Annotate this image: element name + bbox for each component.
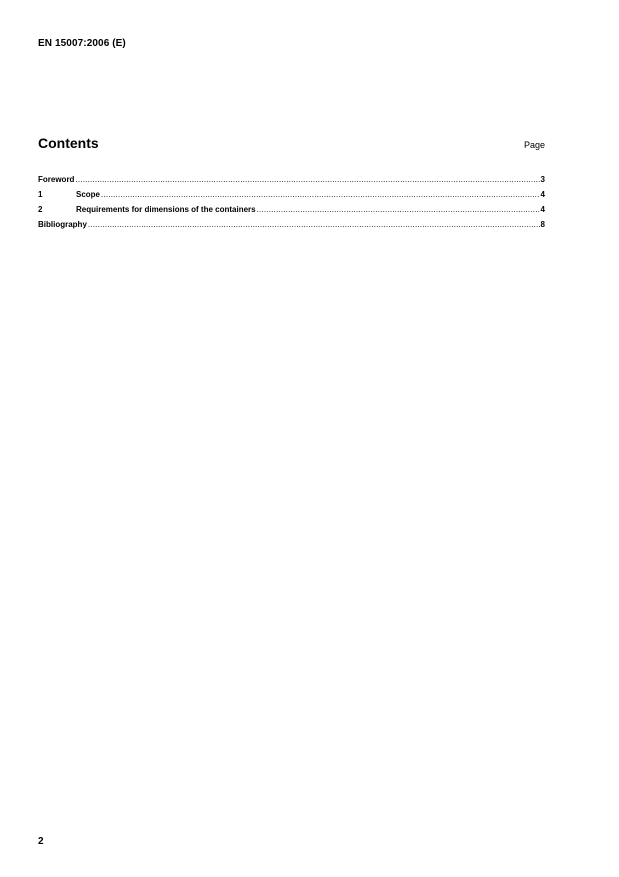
toc-entry-requirements[interactable]: [38, 205, 545, 220]
dot-leader: [257, 205, 540, 214]
toc-entry-page: 3: [540, 175, 545, 184]
dot-leader: [101, 190, 540, 199]
page-column-label: Page: [523, 140, 545, 150]
table-of-contents: [38, 175, 545, 235]
dot-leader: [75, 175, 539, 184]
toc-entry-number: 1: [38, 190, 43, 199]
toc-entry-title: Requirements for dimensions of the containers: [76, 205, 256, 214]
toc-entry-page: 4: [540, 190, 545, 199]
contents-heading: Contents: [38, 135, 99, 151]
toc-entry-page: 8: [540, 220, 545, 229]
document-id-header: EN 15007:2006 (E): [38, 38, 126, 49]
toc-entry-foreword[interactable]: [38, 175, 545, 190]
toc-entry-number: 2: [38, 205, 43, 214]
toc-entry-bibliography[interactable]: [38, 220, 545, 235]
toc-entry-title: Foreword: [38, 175, 75, 184]
toc-entry-scope[interactable]: [38, 190, 545, 205]
page-number: 2: [38, 836, 44, 847]
toc-entry-page: 4: [540, 205, 545, 214]
toc-entry-title: Scope: [76, 190, 101, 199]
dot-leader: [88, 220, 540, 229]
toc-entry-title: Bibliography: [38, 220, 87, 229]
